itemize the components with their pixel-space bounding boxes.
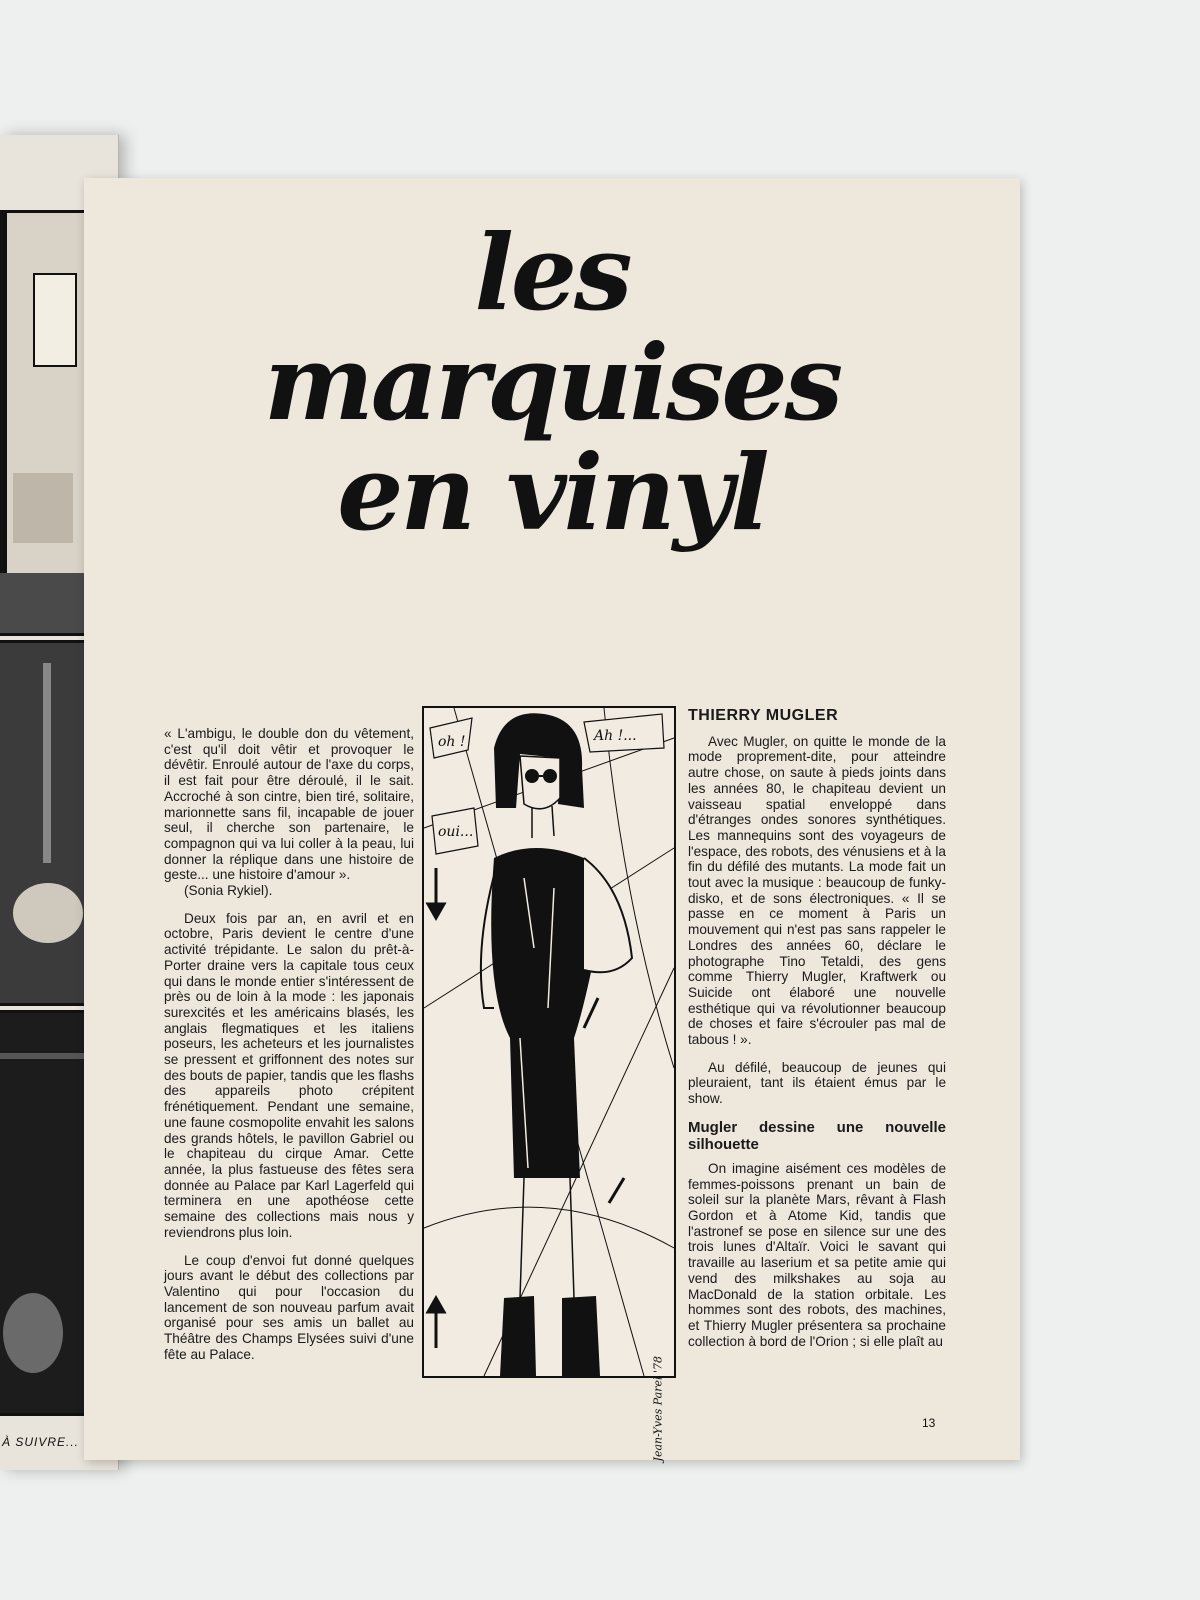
page-number: 13 <box>922 1416 936 1430</box>
figure-boot <box>500 1296 536 1376</box>
body-paragraph: On imagine aisément ces modèles de femmes-poissons prenant un bain de soleil sur la planète Mars, rêvant à Flash Gordon et à Atome Kid, tandis que l'astronef se pose en silence sur une des trois lunes d'Altaïr. Voici le savant qui travaille au laserium et sa petite amie qui vend des milkshakes au soja au MacDonald de la station orbitale. Les hommes sont des robots, des machines, et Thierry Mugler présentera sa prochaine collection à bord de l'Orion ; si elle plaît au <box>688 1160 946 1349</box>
body-paragraph: Deux fois par an, en avril et en octobre, Paris devient le centre d'une activité trépidante. Le salon du prêt-à-Porter draine vers la capitale tous ceux qui dans le monde entier s'intéressent de près ou de loin à la mode : les japonais surexcités et les américains blasés, les anglais flegmatiques et les italiens poseurs, les acheteurs et les journalistes se pressent et griffonnent des notes sur des bouts de papier, tandis que les flashs des appareils photo crépitent frénétiquement. Pendant une semaine, une faune cosmopolite envahit les salons des grands hôtels, le pavillon Gabriel ou le chapiteau du cirque Amar. Cette année, la plus fastueuse des fêtes sera donnée au Palace par Karl Lagerfeld qui terminera en une apothéose cette semaine des collections mais nous y reviendrons plus loin. <box>164 910 414 1240</box>
illustration-drawing <box>424 708 674 1376</box>
title-line-2: marquises <box>263 321 841 444</box>
magazine-page <box>84 178 1020 1460</box>
article-title <box>84 211 1020 554</box>
sunglasses-icon <box>525 769 539 783</box>
continuation-label: À SUIVRE... <box>2 1435 80 1449</box>
speech-bubble-ah: Ah !... <box>594 728 637 744</box>
figure-dress <box>491 848 596 1178</box>
artist-signature: Jean-Yves Parel '78 <box>651 1356 664 1462</box>
section-subheading: Mugler dessine une nouvelle silhouette <box>688 1118 946 1153</box>
body-paragraph: Au défilé, beaucoup de jeunes qui pleuraient, tant ils étaient émus par le show. <box>688 1059 946 1107</box>
title-line-1: les <box>474 211 630 334</box>
body-paragraph: Le coup d'envoi fut donné quelques jours avant le début des collections par Valentino qui pour l'occasion du lancement de son nouveau parfum avait organisé pour ses amis un ballet au Théâtre des Champs Elysées suivi d'une fête au Palace. <box>164 1252 414 1362</box>
body-paragraph: Avec Mugler, on quitte le monde de la mode proprement-dite, pour atteindre autre chose, on saute à pieds joints dans les années 80, le chapiteau devient un vaisseau spatial enveloppé dans d'étranges ondes sonores synthétiques. Les mannequins sont des voyageurs de l'espace, des robots, des vénusiens et à la fin du défilé des mutants. La mode fait un tout avec la musique : beaucoup de funky-disko, et de sons électroniques. « Il se passe en ce moment à Paris un mouvement qui n'est pas sans rappeler le Londres des années 60, déclare le photographe Tino Tetaldi, des gens comme Thierry Mugler, Kraftwerk ou Suicide ont élaboré une nouvelle esthétique qui va révolutionner beaucoup de choses et faire s'écrouler pas mal de tabous ! ». <box>688 733 946 1048</box>
left-text-column <box>164 726 414 1374</box>
right-text-column <box>688 708 946 1361</box>
section-heading: THIERRY MUGLER <box>688 707 839 724</box>
figure-face <box>520 756 560 809</box>
fashion-illustration <box>422 706 676 1462</box>
speech-bubble-oh: oh ! <box>438 734 466 750</box>
title-line-3: en vinyl <box>337 431 767 554</box>
quote-attribution: (Sonia Rykiel). <box>184 883 273 899</box>
quote-paragraph: « L'ambigu, le double don du vêtement, c'est qu'il doit vêtir et provoquer le dévêtir. Enroulé autour de l'axe du corps, il est fait pour être déroulé, il le sait. Accroché à son cintre, bien tiré, solitaire, marionnette sans fil, incapable de jouer seul, il cherche son partenaire, le compagnon qui va lui coller à la peau, lui donner la réplique dans une histoire de geste... une histoire d'amour ». <box>164 726 414 883</box>
speech-bubble-oui: oui... <box>438 824 474 840</box>
figure-boot <box>562 1296 600 1376</box>
